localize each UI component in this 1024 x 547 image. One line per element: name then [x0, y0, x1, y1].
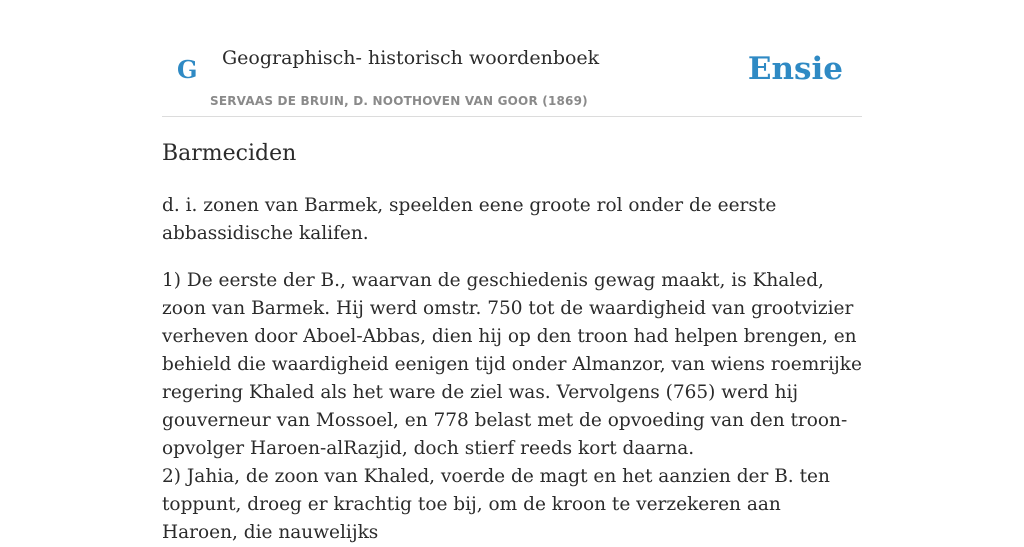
entry-paragraph: 1) De eerste der B., waarvan de geschiedenis gewag maakt, is Khaled, zoon van Barmek. Hij werd omstr. 750 tot de waardigheid van grootvizier verheven door Aboel-Abbas, dien hij op den troon had helpen brengen, en behield die waardigheid eenigen tijd onder Almanzor, van wiens roemrijke regering Khaled als het ware de ziel was. Vervolgens (765) werd hij gouverneur van Mossoel, en 778 belast met de opvoeding van den troon-opvolger Haroen-alRazjid, doch stierf reeds kort daarna. — [162, 270, 862, 459]
entry-title: Barmeciden — [162, 141, 297, 166]
book-author: SERVAAS DE BRUIN, D. NOOTHOVEN VAN GOOR (1869) — [210, 94, 588, 108]
book-logo-icon[interactable]: G — [177, 55, 198, 84]
book-title[interactable]: Geographisch- historisch woordenboek — [222, 47, 600, 69]
entry-content — [162, 138, 862, 547]
brand-logo[interactable]: Ensie — [747, 51, 843, 87]
entry-paragraph: 2) Jahia, de zoon van Khaled, voerde de magt en het aanzien der B. ten toppunt, droeg er krachtig toe bij, om de kroon te verzekeren aan Haroen, die nauwelijks — [162, 466, 830, 543]
book-header — [162, 0, 862, 117]
entry-paragraph: d. i. zonen van Barmek, speelden eene groote rol onder de eerste abbassidische kalifen. — [162, 195, 777, 244]
